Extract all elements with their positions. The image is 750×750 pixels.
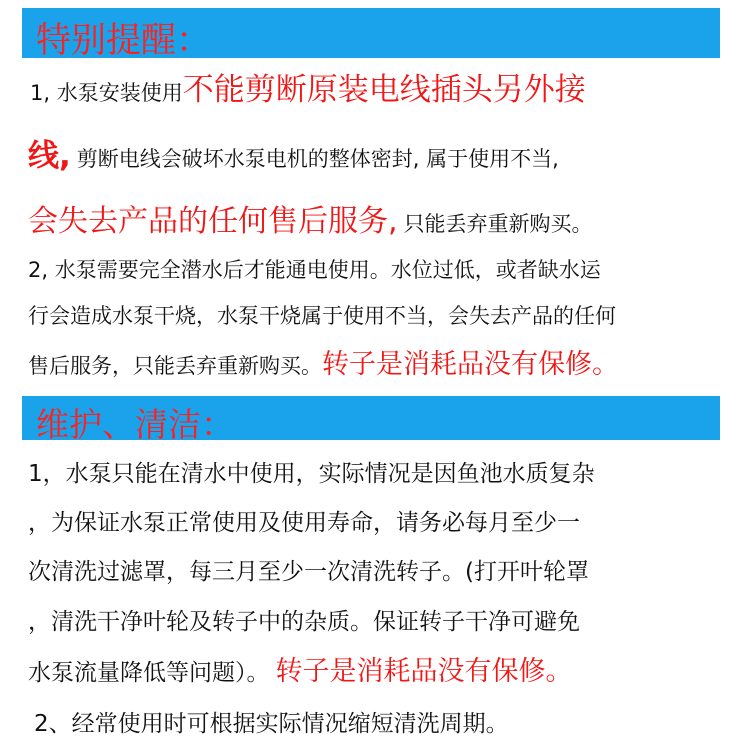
maintenance-item1-line3: 次清洗过滤罩，每三月至少一次清洗转子。(打开叶轮罩 <box>28 559 589 585</box>
maintenance-heading: 维护、清洁： <box>36 405 234 444</box>
notice-item2-line1: 2, 水泵需要完全潜水后才能通电使用。水位过低，或者缺水运 <box>28 258 601 282</box>
maintenance-heading-banner <box>22 396 720 444</box>
notice-item1-line3: 会失去产品的任何售后服务, 只能丢弃重新购买。 <box>28 204 593 239</box>
notice-heading-banner <box>22 8 720 61</box>
maintenance-item1-line5: 水泵流量降低等问题）。 转子是消耗品没有保修。 <box>28 656 573 687</box>
maintenance-item1-line4: ，清洗干净叶轮及转子中的杂质。保证转子干净可避免 <box>28 609 580 635</box>
maintenance-item2: 2、经常使用时可根据实际情况缩短清洗周期。 <box>34 711 509 737</box>
notice-item2-line2: 行会造成水泵干烧，水泵干烧属于使用不当，会失去产品的任何 <box>28 304 616 328</box>
notice-item1-line2: 线, 剪断电线会破坏水泵电机的整体密封, 属于使用不当, <box>28 138 559 174</box>
notice-item2-line3: 售后服务，只能丢弃重新购买。转子是消耗品没有保修。 <box>28 349 619 380</box>
notice-item1-line1: 1, 水泵安装使用不能剪断原装电线插头另外接 <box>30 72 586 108</box>
maintenance-item1-line1: 1，水泵只能在清水中使用，实际情况是因鱼池水质复杂 <box>28 461 595 487</box>
notice-heading: 特别提醒： <box>36 21 212 61</box>
maintenance-item1-line2: ，为保证水泵正常使用及使用寿命，请务必每月至少一 <box>28 510 580 536</box>
